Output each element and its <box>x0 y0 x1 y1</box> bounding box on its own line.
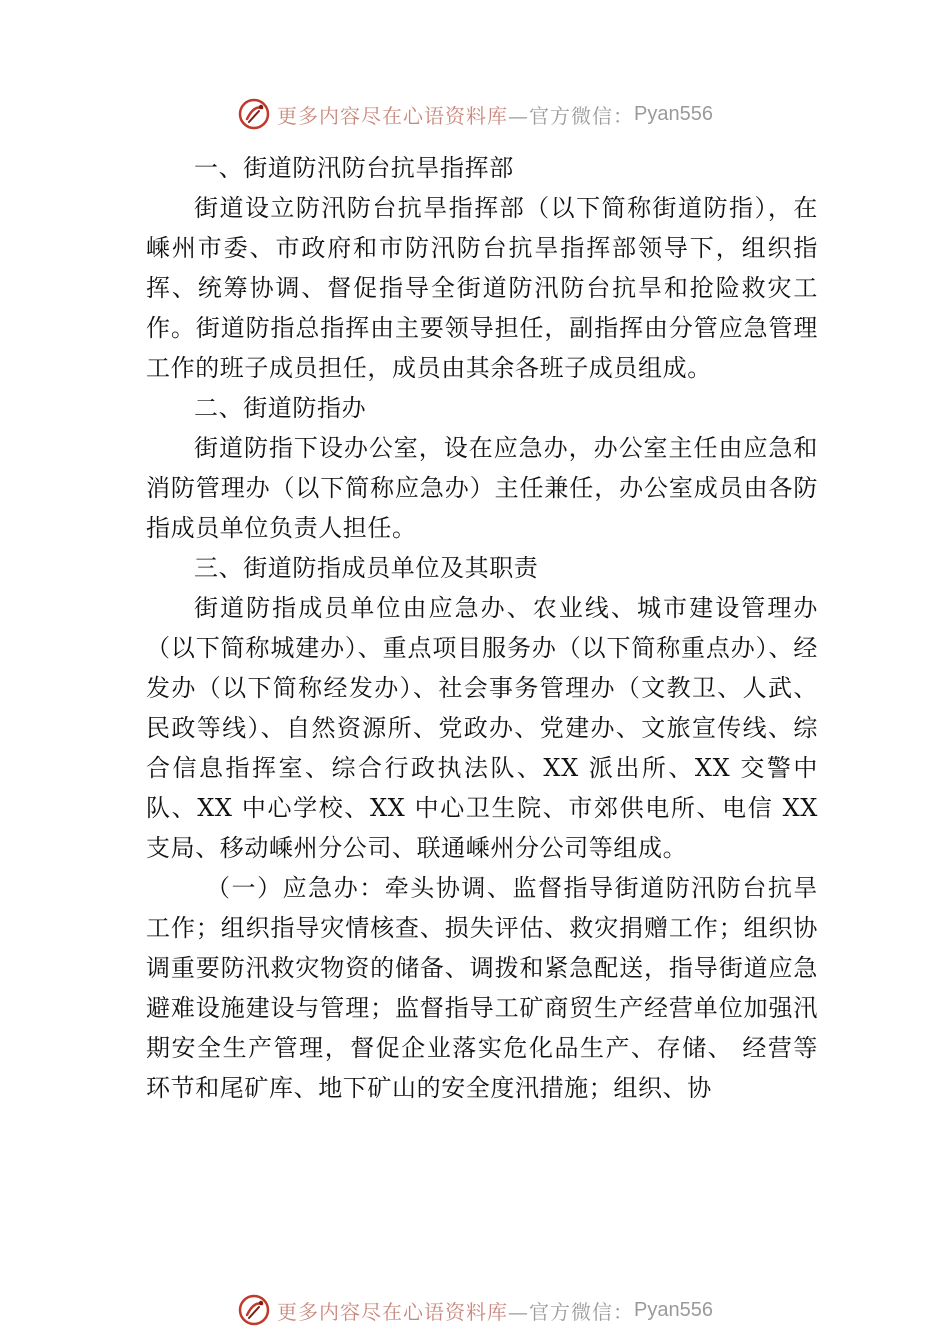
watermark-brand-text: 更多内容尽在心语资料库 <box>277 1299 509 1324</box>
document-body <box>146 148 818 1108</box>
watermark-brand-text: 更多内容尽在心语资料库 <box>277 103 509 128</box>
section-1-heading: 一、街道防汛防台抗旱指挥部 <box>194 154 514 182</box>
watermark-separator-text: —官方微信： <box>508 103 635 128</box>
section-3-paragraph: 街道防指成员单位由应急办、农业线、城市建设管理办（以下简称城建办）、重点项目服务办（以下简称重点办）、经发办（以下简称经发办）、社会事务管理办（文教卫、人武、民政等线）、自然资源所、党政办、党建办、文旅宣传线、综合信息指挥室、综合行政执法队、XX 派出所、XX 交警中队、XX 中心学校、XX 中心卫生院、市郊供电所、电信 XX 支局、移动嵊州分公司、联通嵊州分公司等组成。 <box>146 594 818 862</box>
footer-watermark <box>0 1290 950 1330</box>
section-2-heading: 二、街道防指办 <box>194 394 367 422</box>
brand-logo-icon <box>237 1293 271 1327</box>
section-2-paragraph: 街道防指下设办公室，设在应急办，办公室主任由应急和消防管理办（以下简称应急办）主任兼任，办公室成员由各防指成员单位负责人担任。 <box>146 434 818 542</box>
section-3-heading: 三、街道防指成员单位及其职责 <box>194 554 539 582</box>
section-1-paragraph: 街道设立防汛防台抗旱指挥部（以下简称街道防指），在嵊州市委、市政府和市防汛防台抗旱指挥部领导下，组织指挥、统筹协调、督促指导全街道防汛防台抗旱和抢险救灾工作。街道防指总指挥由主要领导担任，副指挥由分管应急管理工作的班子成员担任，成员由其余各班子成员组成。 <box>146 194 818 382</box>
watermark-wechat-id: Pyan556 <box>634 102 713 125</box>
brand-logo-icon <box>237 97 271 131</box>
watermark-separator-text: —官方微信： <box>508 1299 635 1324</box>
header-watermark <box>0 94 950 134</box>
item-1-paragraph: （一）应急办：牵头协调、监督指导街道防汛防台抗旱工作；组织指导灾情核查、损失评估、救灾捐赠工作；组织协调重要防汛救灾物资的储备、调拨和紧急配送，指导街道应急避难设施建设与管理；监督指导工矿商贸生产经营单位加强汛期安全生产管理，督促企业落实危化品生产、存储、 经营等环节和尾矿库、地下矿山的安全度汛措施；组织、协 <box>146 874 818 1102</box>
watermark-wechat-id: Pyan556 <box>634 1298 713 1321</box>
